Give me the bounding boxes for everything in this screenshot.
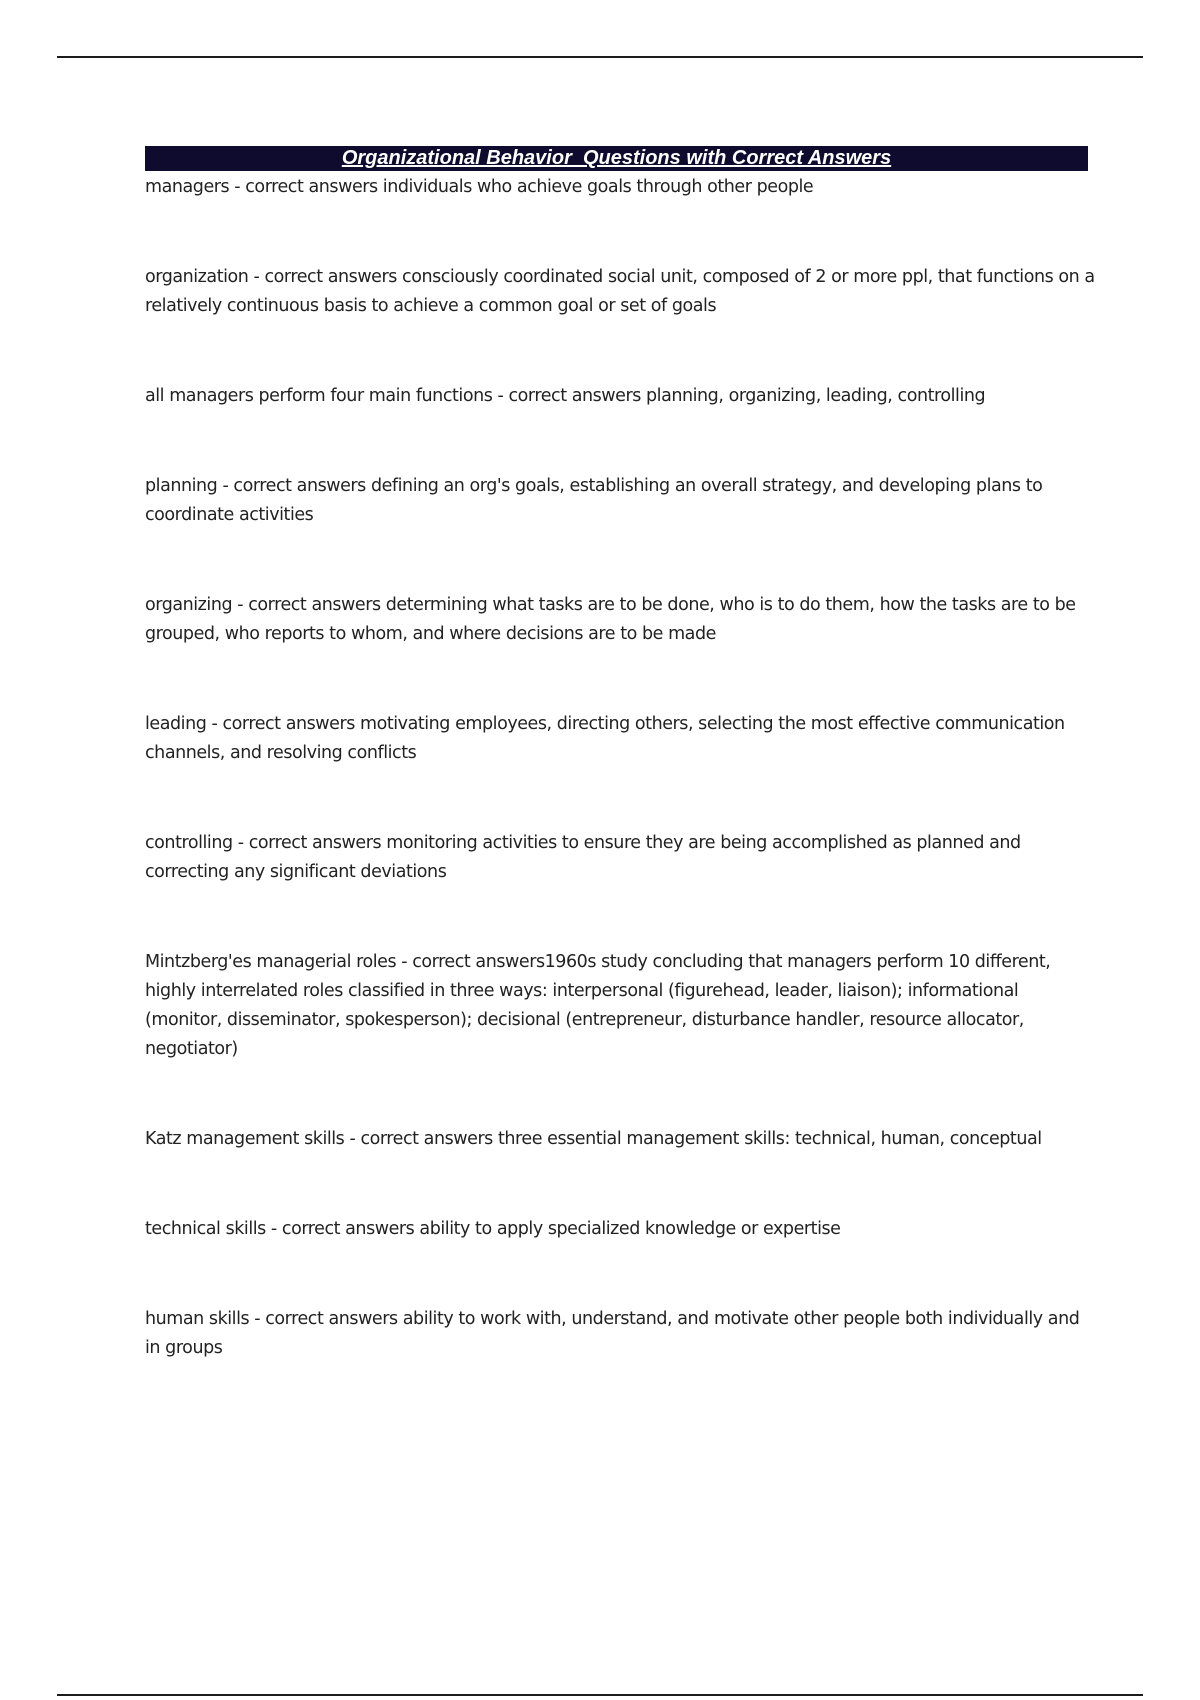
qa-entry: planning - correct answers defining an org's goals, establishing an overall strategy, and developing plans to coordinate activities bbox=[145, 476, 1043, 525]
qa-entry: human skills - correct answers ability to work with, understand, and motivate other people both individually and in groups bbox=[145, 1309, 1080, 1358]
qa-entry: managers - correct answers individuals who achieve goals through other people bbox=[145, 177, 814, 197]
qa-entry: organizing - correct answers determining what tasks are to be done, who is to do them, how the tasks are to be grouped, who reports to whom, and where decisions are to be made bbox=[145, 595, 1076, 644]
title-banner bbox=[145, 146, 1088, 171]
qa-entry: controlling - correct answers monitoring activities to ensure they are being accomplished as planned and correcting any significant deviations bbox=[145, 833, 1021, 882]
qa-entry: technical skills - correct answers ability to apply specialized knowledge or expertise bbox=[145, 1219, 841, 1239]
document-title: Organizational Behavior Questions with Correct Answers bbox=[341, 147, 892, 169]
bottom-rule bbox=[57, 1694, 1143, 1696]
qa-entry: organization - correct answers consciously coordinated social unit, composed of 2 or more ppl, that functions on a relatively continuous basis to achieve a common goal or set of goals bbox=[145, 267, 1095, 316]
qa-entry: Mintzberg'es managerial roles - correct answers1960s study concluding that managers perform 10 different, highly interrelated roles classified in three ways: interpersonal (figurehead, leader, liaison); informational (monitor, disseminator, spokesperson); decisional (entrepreneur, disturbance handler, resource allocator, negotiator) bbox=[145, 952, 1051, 1059]
qa-entry: Katz management skills - correct answers three essential management skills: technical, human, conceptual bbox=[145, 1129, 1042, 1149]
qa-list bbox=[145, 173, 1095, 1424]
top-rule bbox=[57, 56, 1143, 58]
qa-entry: all managers perform four main functions - correct answers planning, organizing, leading, controlling bbox=[145, 386, 986, 406]
qa-entry: leading - correct answers motivating employees, directing others, selecting the most effective communication channels, and resolving conflicts bbox=[145, 714, 1065, 763]
